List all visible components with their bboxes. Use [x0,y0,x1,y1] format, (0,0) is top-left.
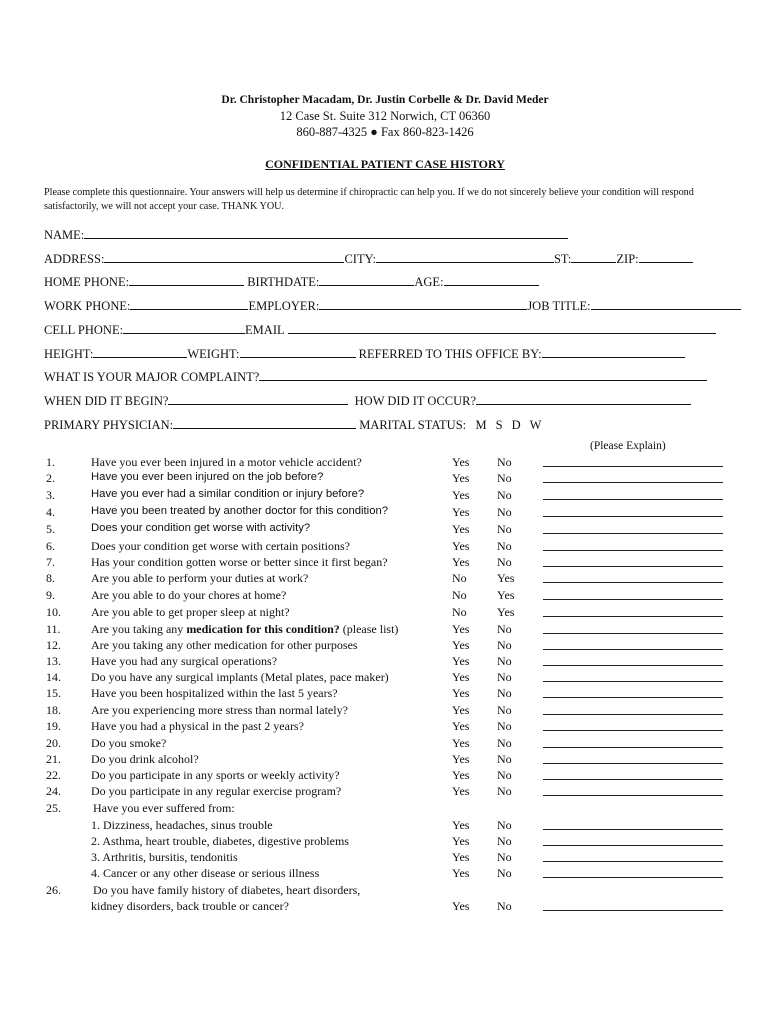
question-text: Has your condition gotten worse or better since it first began? [91,555,388,569]
address-field[interactable] [104,250,344,263]
explain-field[interactable] [543,747,723,748]
answer-no[interactable]: No [497,866,512,880]
explain-field[interactable] [543,697,723,698]
question-number: 1. [46,455,55,469]
referred-field[interactable] [542,345,685,358]
name-label: NAME: [44,228,85,242]
question-text: Have you had any surgical operations? [91,654,278,668]
answer-no[interactable]: No [497,752,512,766]
question-text: Does your condition get worse with activity? [91,522,311,534]
question-number: 4. [46,505,55,519]
question-number: 9. [46,588,55,602]
answer-no[interactable]: No [497,818,512,832]
question-number: 8. [46,571,55,585]
height-row [44,345,685,362]
answer-no[interactable]: No [497,522,512,536]
question-text: Are you experiencing more stress than normal lately? [91,703,348,717]
question-text: Have you ever been injured in a motor vehicle accident? [91,455,362,469]
answer-no[interactable]: No [497,784,512,798]
state-field[interactable] [571,250,616,263]
zip-label: ZIP: [616,252,639,266]
explain-field[interactable] [543,730,723,731]
work-phone-field[interactable] [130,297,248,310]
answer-yes[interactable]: Yes [452,703,470,717]
answer-yes[interactable]: Yes [452,866,470,880]
question-text: Are you taking any other medication for other purposes [91,638,358,652]
explain-field[interactable] [543,599,723,600]
address-label: ADDRESS: [44,252,105,266]
age-field[interactable] [444,273,539,286]
question-text: Have you ever suffered from: [93,801,235,815]
question-text: Are you able to do your chores at home? [91,588,287,602]
answer-no[interactable]: No [497,455,512,469]
birthdate-field[interactable] [319,273,414,286]
answer-yes[interactable]: Yes [452,654,470,668]
answer-yes[interactable]: Yes [497,605,515,619]
explain-field[interactable] [543,566,723,567]
marital-option-d[interactable]: D [511,418,521,432]
explain-field[interactable] [543,466,723,467]
answer-no[interactable]: No [452,571,467,585]
answer-yes[interactable]: Yes [452,555,470,569]
question-number: 6. [46,539,55,553]
occur-label: HOW DID IT OCCUR? [354,394,477,408]
employer-field[interactable] [319,297,527,310]
explain-field[interactable] [543,763,723,764]
question-text: Do you participate in any regular exercise program? [91,784,342,798]
answer-yes[interactable]: Yes [452,686,470,700]
question-number: 2. [46,471,55,485]
question-text-emphasis: medication for this condition? [186,622,340,636]
marital-option-m[interactable]: M [475,418,487,432]
explain-field[interactable] [543,829,723,830]
name-row [44,226,568,243]
birthdate-label: BIRTHDATE: [247,275,320,289]
cell-phone-label: CELL PHONE: [44,323,124,337]
question-text: Does your condition get worse with certain positions? [91,539,350,553]
job-title-label: JOB TITLE: [527,299,591,313]
answer-yes[interactable]: Yes [452,505,470,519]
home-phone-row [44,273,539,290]
sub-question-text: 4. Cancer or any other disease or serious illness [91,866,320,880]
work-phone-label: WORK PHONE: [44,299,131,313]
answer-yes[interactable]: Yes [452,899,470,913]
doctors-names: Dr. Christopher Macadam, Dr. Justin Corbelle & Dr. David Meder [221,94,549,106]
explain-field[interactable] [543,877,723,878]
home-phone-label: HOME PHONE: [44,275,130,289]
office-address: 12 Case St. Suite 312 Norwich, CT 06360 [279,109,491,123]
explain-field[interactable] [543,795,723,796]
begin-label: WHEN DID IT BEGIN? [44,394,169,408]
explain-field[interactable] [543,861,723,862]
question-number: 13. [46,654,61,668]
answer-no[interactable]: No [497,850,512,864]
answer-no[interactable]: No [497,505,512,519]
question-text: Do you smoke? [91,736,167,750]
answer-yes[interactable]: Yes [452,455,470,469]
question-text-start: Are you taking any [91,622,187,636]
weight-label: WEIGHT: [187,347,240,361]
answer-no[interactable]: No [497,555,512,569]
onset-row [44,392,691,409]
marital-options [476,418,551,432]
question-number: 7. [46,555,55,569]
explain-field[interactable] [543,681,723,682]
question-text: Have you ever had a similar condition or injury before? [91,488,365,500]
answer-no[interactable]: No [497,686,512,700]
question-text: Have you ever been injured on the job before? [91,471,324,483]
answer-yes[interactable]: Yes [452,670,470,684]
answer-no[interactable]: No [452,588,467,602]
question-number: 12. [46,638,61,652]
explain-field[interactable] [543,910,723,911]
answer-no[interactable]: No [497,471,512,485]
answer-no[interactable]: No [497,899,512,913]
question-text: Have you been treated by another doctor for this condition? [91,505,389,517]
answer-no[interactable]: No [497,539,512,553]
work-phone-row [44,297,741,314]
explain-field[interactable] [543,665,723,666]
answer-no[interactable]: No [497,768,512,782]
occur-field[interactable] [476,392,691,405]
question-number: 14. [46,670,61,684]
city-field[interactable] [376,250,554,263]
answer-yes[interactable]: Yes [452,768,470,782]
answer-yes[interactable]: Yes [452,752,470,766]
sub-question-text: 3. Arthritis, bursitis, tendonitis [91,850,238,864]
answer-no[interactable]: No [497,670,512,684]
physician-field[interactable] [173,416,356,429]
sub-question-text: 2. Asthma, heart trouble, diabetes, digestive problems [91,834,349,848]
question-text-end: (please list) [339,622,399,636]
height-field[interactable] [93,345,187,358]
answer-yes[interactable]: Yes [452,488,470,502]
question-number: 19. [46,719,61,733]
answer-no[interactable]: No [497,622,512,636]
answer-no[interactable]: No [497,834,512,848]
intro-text: Please complete this questionnaire. Your answers will help us determine if chiropractic can help you. If we do not sincerely believe your condition will respond satisfactorily, we will not accept your case. THANK YOU. [44,187,694,212]
complaint-label: WHAT IS YOUR MAJOR COMPLAINT? [44,370,260,384]
state-label: ST: [553,252,572,266]
explain-field[interactable] [543,516,723,517]
answer-yes[interactable]: Yes [452,522,470,536]
question-text: Have you had a physical in the past 2 years? [91,719,304,733]
answer-yes[interactable]: Yes [452,622,470,636]
answer-yes[interactable]: Yes [452,834,470,848]
question-number: 5. [46,522,55,536]
form-title: CONFIDENTIAL PATIENT CASE HISTORY [265,157,505,171]
answer-yes[interactable]: Yes [452,638,470,652]
please-explain-header: (Please Explain) [590,440,666,452]
explain-field[interactable] [543,633,723,634]
question-number: 11. [46,622,61,636]
cell-phone-field[interactable] [123,321,245,334]
explain-field[interactable] [543,649,723,650]
answer-no[interactable]: No [497,638,512,652]
zip-field[interactable] [639,250,693,263]
begin-field[interactable] [168,392,348,405]
home-phone-field[interactable] [129,273,244,286]
explain-field[interactable] [543,616,723,617]
answer-no[interactable]: No [497,654,512,668]
employer-label: EMPLOYER: [248,299,320,313]
question-number: 15. [46,686,61,700]
question-number: 18. [46,703,61,717]
marital-option-s[interactable]: S [495,418,503,432]
physician-row [44,416,550,433]
physician-label: PRIMARY PHYSICIAN: [44,418,174,432]
cell-phone-row [44,321,716,338]
question-text: Are you able to perform your duties at work? [91,571,309,585]
answer-no[interactable]: No [497,719,512,733]
question-text: Do you participate in any sports or weekly activity? [91,768,340,782]
answer-yes[interactable]: Yes [452,471,470,485]
question-number: 24. [46,784,61,798]
explain-field[interactable] [543,550,723,551]
marital-label: MARITAL STATUS: [359,418,467,432]
question-number: 3. [46,488,55,502]
question-text: Do you drink alcohol? [91,752,199,766]
explain-field[interactable] [543,533,723,534]
answer-yes[interactable]: Yes [452,539,470,553]
email-field[interactable] [288,321,716,334]
question-text-line-2: kidney disorders, back trouble or cancer? [91,899,289,913]
question-number: 20. [46,736,61,750]
age-label: AGE: [414,275,444,289]
question-text: Are you able to get proper sleep at night? [91,605,290,619]
question-number: 26. [46,883,61,897]
question-number: 10. [46,605,61,619]
job-title-field[interactable] [591,297,741,310]
answer-yes[interactable]: Yes [452,818,470,832]
answer-yes[interactable]: Yes [452,850,470,864]
answer-no[interactable]: No [497,736,512,750]
explain-field[interactable] [543,714,723,715]
address-row [44,250,693,267]
answer-no[interactable]: No [497,703,512,717]
question-text: Do you have any surgical implants (Metal plates, pace maker) [91,670,389,684]
weight-field[interactable] [240,345,356,358]
question-text: Have you been hospitalized within the last 5 years? [91,686,338,700]
complaint-field[interactable] [259,368,707,381]
answer-yes[interactable]: Yes [497,571,515,585]
explain-field[interactable] [543,582,723,583]
answer-yes[interactable]: Yes [452,719,470,733]
question-number: 22. [46,768,61,782]
referred-label: REFERRED TO THIS OFFICE BY: [358,347,542,361]
question-text [91,622,398,637]
explain-field[interactable] [543,845,723,846]
name-field[interactable] [84,226,568,239]
complaint-row [44,368,707,385]
question-text-line-1: Do you have family history of diabetes, heart disorders, [93,883,361,897]
explain-field[interactable] [543,482,723,483]
height-label: HEIGHT: [44,347,94,361]
marital-option-w[interactable]: W [529,418,542,432]
answer-yes[interactable]: Yes [497,588,515,602]
city-label: CITY: [344,252,376,266]
sub-question-text: 1. Dizziness, headaches, sinus trouble [91,818,273,832]
question-number: 21. [46,752,61,766]
office-phone: 860-887-4325 ● Fax 860-823-1426 [296,125,474,139]
question-number: 25. [46,801,61,815]
answer-yes[interactable]: Yes [452,736,470,750]
answer-no[interactable]: No [452,605,467,619]
explain-field[interactable] [543,499,723,500]
answer-no[interactable]: No [497,488,512,502]
explain-field[interactable] [543,779,723,780]
email-label: EMAIL [245,323,285,337]
answer-yes[interactable]: Yes [452,784,470,798]
